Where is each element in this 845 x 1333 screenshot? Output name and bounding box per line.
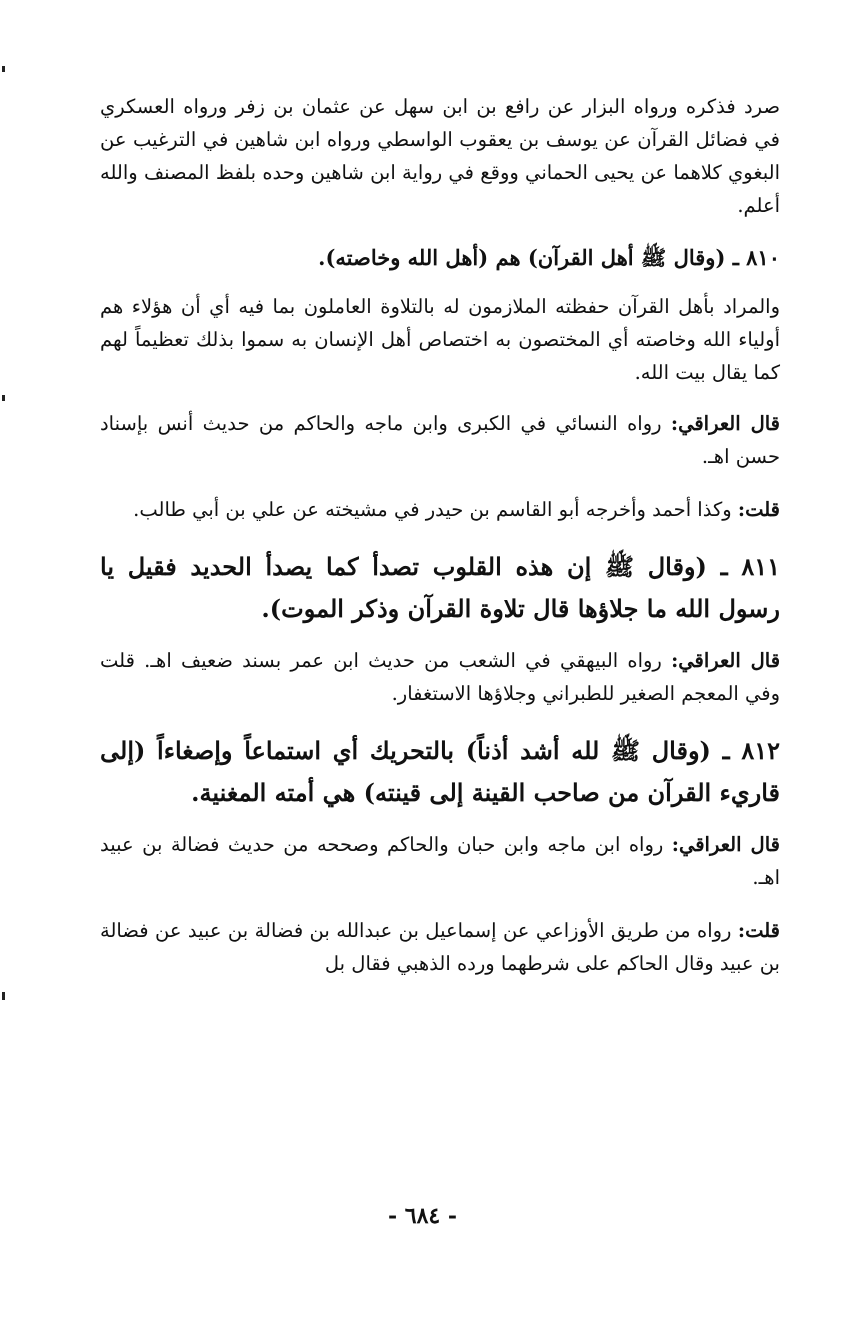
note-label: قال العراقي:	[670, 412, 780, 435]
hadith-text: (وقال ﷺ إن هذه القلوب تصدأ كما يصدأ الحديد فقيل يا رسول الله ما جلاؤها قال تلاوة القرآن وذكر الموت).	[100, 552, 780, 623]
commentary-paragraph	[100, 290, 780, 389]
page-edge-mark-top	[2, 66, 5, 72]
continuation-paragraph	[100, 90, 780, 222]
hadith-number: ٨١٢ ـ	[722, 736, 781, 765]
qultu-note	[100, 493, 780, 526]
iraqi-note	[100, 407, 780, 473]
note-text: رواه النسائي في الكبرى وابن ماجه والحاكم من حديث أنس بإسناد حسن اهـ.	[100, 412, 780, 468]
page-number: - ٦٨٤ -	[387, 1203, 458, 1229]
note-label: قلت:	[737, 498, 780, 521]
hadith-number: ٨١٠ ـ	[732, 245, 780, 270]
hadith-811	[100, 546, 780, 630]
page-body	[100, 90, 780, 998]
paragraph-text: والمراد بأهل القرآن حفظته الملازمون له بالتلاوة العاملون بما فيه أي أن هؤلاء هم أولياء الله وخاصته أي المختصون به اختصاص أهل الإنسان به سموا بذلك تعظيماً لهم كما يقال بيت الله.	[100, 295, 780, 384]
page-edge-mark-lower	[2, 992, 5, 1000]
note-text: رواه البيهقي في الشعب من حديث ابن عمر بسند ضعيف اهـ. قلت وفي المعجم الصغير للطبراني وجلاؤها الاستغفار.	[100, 649, 780, 705]
iraqi-note	[100, 644, 780, 710]
page-edge-mark-middle	[2, 395, 5, 401]
note-text: رواه ابن ماجه وابن حبان والحاكم وصححه من حديث فضالة بن عبيد اهـ.	[100, 833, 780, 889]
iraqi-note	[100, 828, 780, 894]
qultu-note	[100, 914, 780, 980]
hadith-812	[100, 730, 780, 814]
note-text: رواه من طريق الأوزاعي عن إسماعيل بن عبدالله بن فضالة بن عبيد عن فضالة بن عبيد وقال الحاكم على شرطهما ورده الذهبي فقال بل	[100, 919, 780, 975]
note-label: قلت:	[737, 919, 780, 942]
hadith-text: (وقال ﷺ أهل القرآن) هم (أهل الله وخاصته).	[318, 245, 726, 270]
hadith-number: ٨١١ ـ	[720, 552, 780, 581]
hadith-810	[100, 240, 780, 276]
note-label: قال العراقي:	[671, 649, 781, 672]
note-text: وكذا أحمد وأخرجه أبو القاسم بن حيدر في مشيخته عن علي بن أبي طالب.	[133, 498, 732, 521]
hadith-text: (وقال ﷺ لله أشد أذناً) بالتحريك أي استماعاً وإصغاءاً (إلى قاريء القرآن من صاحب القينة إلى قينته) هي أمته المغنية.	[100, 736, 780, 807]
note-label: قال العراقي:	[671, 833, 780, 856]
paragraph-text: صرد فذكره ورواه البزار عن رافع بن ابن سهل عن عثمان بن زفر ورواه العسكري في فضائل القرآن عن يوسف بن يعقوب الواسطي ورواه ابن شاهين في الترغيب عن البغوي كلاهما عن يحيى الحماني ووقع في رواية ابن شاهين وحده بلفظ المصنف والله أعلم.	[100, 95, 780, 217]
